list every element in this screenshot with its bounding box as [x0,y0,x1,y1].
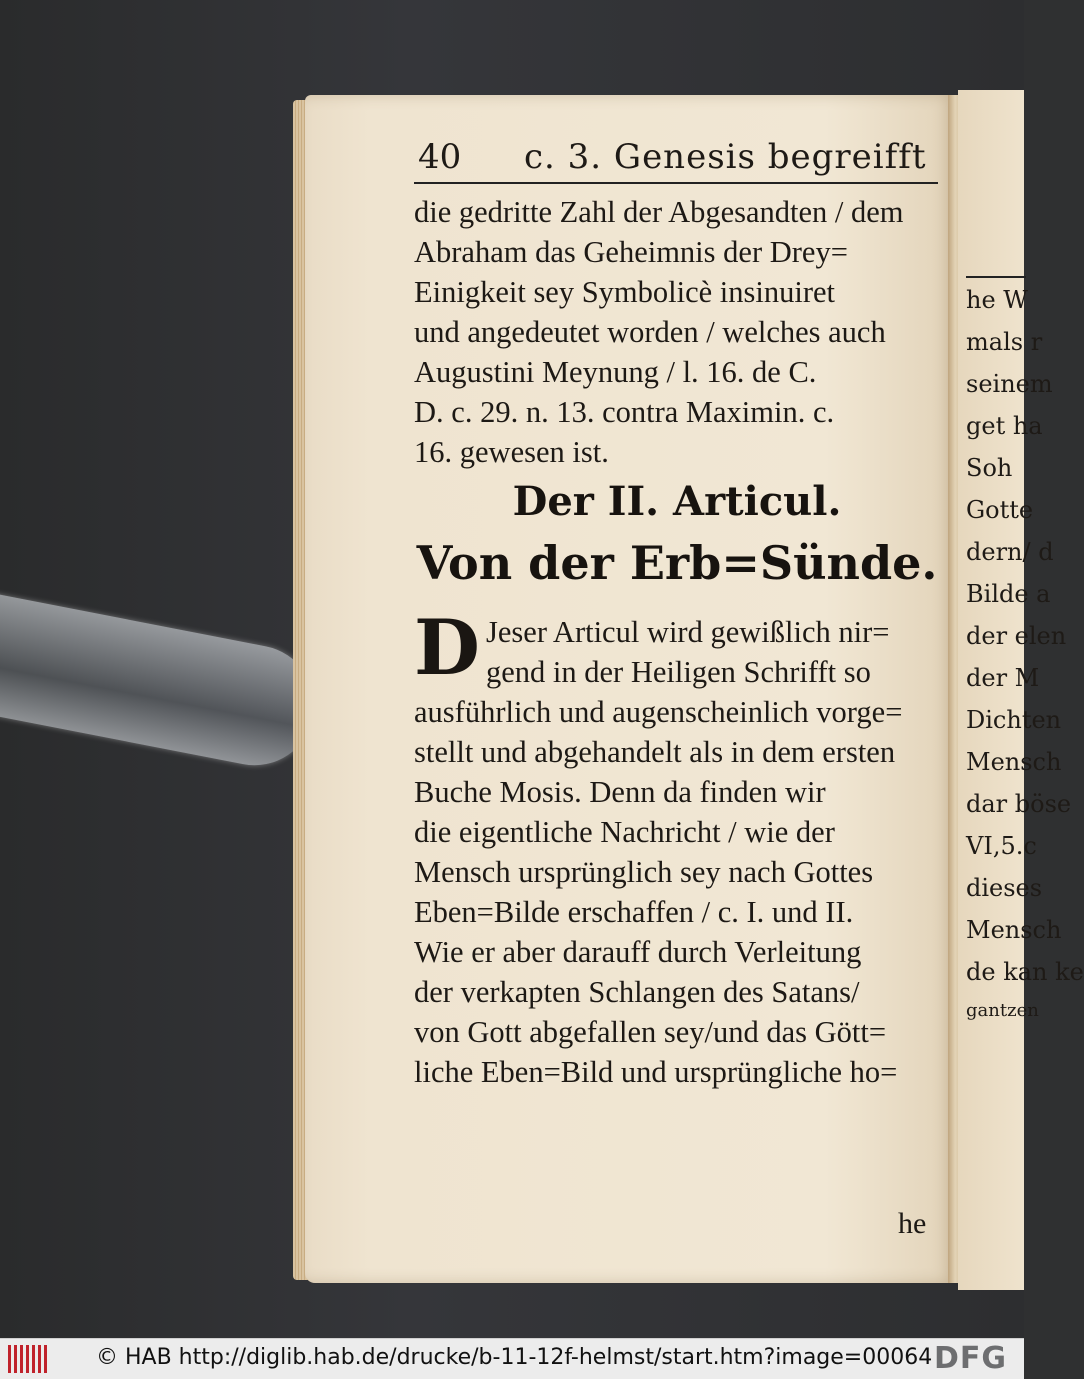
text-line: die gedritte Zahl der Abgesandten / dem [414,195,904,229]
text-line: 16. gewesen ist. [414,435,609,469]
text-line: und angedeutet worden / welches auch [414,315,886,349]
article-heading: Der II. Articul. [512,478,842,525]
page-header [418,133,938,179]
text-line: die eigentliche Nachricht / wie der [414,815,835,849]
text-line: Mensch ursprünglich sey nach Gottes [414,855,874,889]
next-page-fragment [958,90,1084,1290]
text-line: von Gott abgefallen sey/und das Gött= [414,1015,887,1049]
text-line: der verkapten Schlangen des Satans/ [414,975,860,1009]
next-page-line: gantzen [966,1000,1039,1021]
next-page-rule [966,276,1026,278]
next-page-line: Dichten [966,706,1062,734]
text-line: D. c. 29. n. 13. contra Maximin. c. [414,395,835,429]
footer-link[interactable]: © HAB http://diglib.hab.de/drucke/b-11-12f-helmst/start.htm?image=00064 [96,1345,933,1370]
footer-bar [0,1338,1024,1379]
hab-logo-icon [8,1345,48,1373]
next-page-line: mals r [966,328,1043,356]
next-page-line: der M [966,664,1040,692]
next-page-line: dern/ d [966,538,1054,566]
next-page-line: dieses [966,874,1043,902]
next-page-line: he W [966,286,1028,314]
next-page-line: Gotte [966,496,1034,524]
header-rule [414,182,938,184]
catchword: he [898,1207,927,1240]
glass-weight [0,589,325,775]
running-title: c. 3. Genesis begreifft [524,137,927,177]
next-page-line: Bilde a [966,580,1051,608]
text-line: ausführlich und augenscheinlich vorge= [414,695,903,729]
text-line: Eben=Bilde erschaffen / c. I. und II. [414,895,854,929]
next-page-line: Mensch [966,748,1062,776]
next-page-line: Soh [966,454,1013,482]
text-line: Wie er aber darauff durch Verleitung [414,935,862,969]
text-line: liche Eben=Bild und ursprüngliche ho= [414,1055,898,1089]
page-number: 40 [418,137,462,177]
text-line: Abraham das Geheimnis der Drey= [414,235,848,269]
text-line: Einigkeit sey Symbolicè insinuiret [414,275,836,309]
next-page-line: der elen [966,622,1067,650]
text-line: Augustini Meynung / l. 16. de C. [414,355,817,389]
article-subheading: Von der Erb=Sünde. [416,536,938,590]
text-line: Buche Mosis. Denn da finden wir [414,775,826,809]
next-page-line: get ha [966,412,1043,440]
dfg-logo: DFG [934,1341,1008,1376]
text-line: stellt und abgehandelt als in dem ersten [414,735,896,769]
drop-capital: D [414,603,480,692]
next-page-line: seinem [966,370,1053,398]
text-line: Jeser Articul wird gewißlich nir= [486,615,890,649]
next-page-line: dar böse [966,790,1072,818]
text-line: gend in der Heiligen Schrifft so [486,655,871,689]
next-page-line: VI,5.c [966,832,1037,860]
next-page-line: Mensch [966,916,1062,944]
next-page-line: de kan ke [966,958,1084,986]
